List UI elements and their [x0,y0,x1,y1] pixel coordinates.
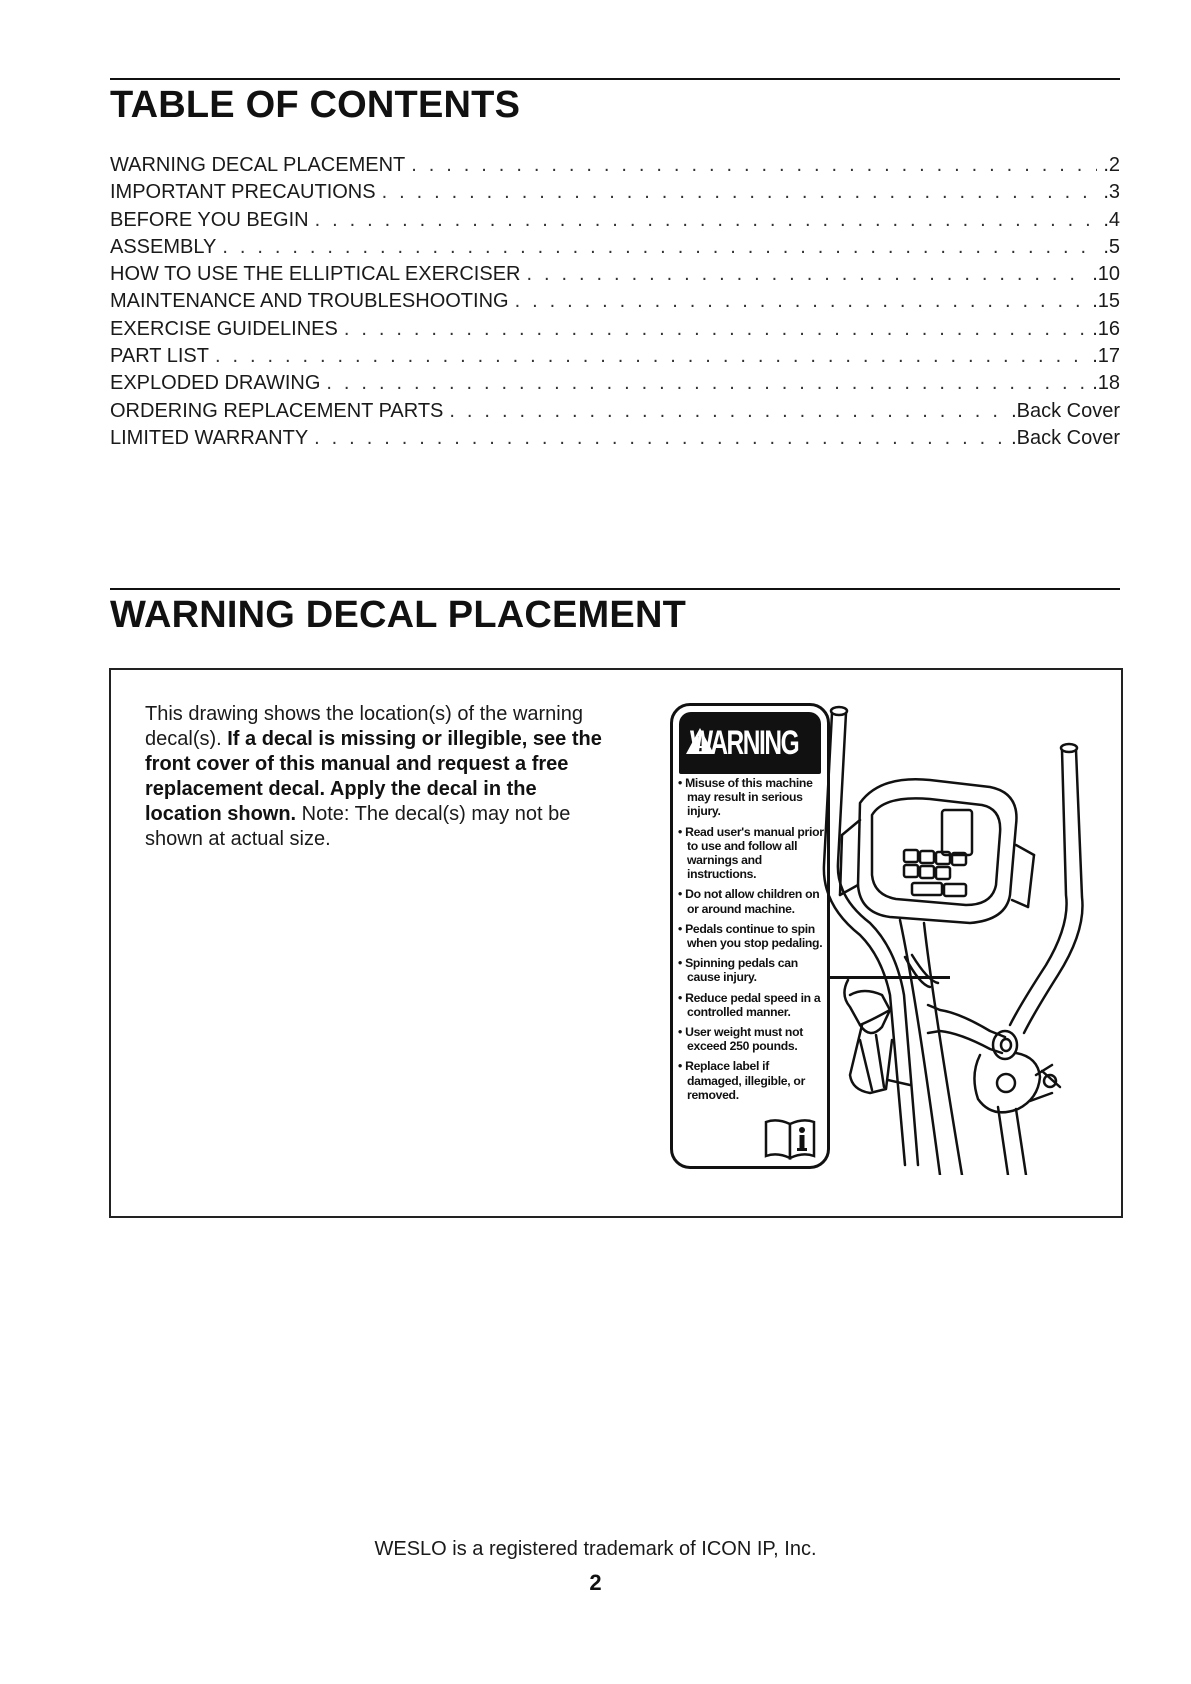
warning-intro-text [145,702,605,852]
toc-entry-page: .2 [1103,154,1120,176]
toc-entry-title: EXERCISE GUIDELINES [110,317,338,340]
toc-leader-dots [515,288,1087,315]
warning-decal-item: • Do not allow children on or around machine. [678,887,826,915]
warning-decal-item: • Read user's manual prior to use and follow all warnings and instructions. [678,825,826,882]
intro-text-part-2: Note: The decal(s) may not be shown at actual size. [145,803,571,850]
toc-entry [110,316,1120,343]
decal-pointer-line [830,976,950,979]
warning-decal-title: WARNING [689,723,799,762]
toc-leader-dots [344,316,1086,343]
toc-entry [110,370,1120,397]
toc-leader-dots [411,152,1097,179]
warning-decal-item: • Reduce pedal speed in a controlled manner. [678,991,826,1019]
toc-leader-dots [326,370,1086,397]
toc-leader-dots [314,425,1005,452]
toc-entry-page: .18 [1092,372,1120,395]
toc-leader-dots [382,179,1098,206]
warning-decal [670,703,830,1169]
toc-leader-dots [449,398,1005,425]
toc-entry-title: LIMITED WARRANTY [110,426,309,449]
toc-entry-page: .3 [1103,181,1120,204]
trademark-notice: WESLO is a registered trademark of ICON IP, Inc. [374,1538,817,1560]
toc-entry-page: .15 [1092,290,1120,313]
toc-top-rule [110,78,1120,80]
page-number: 2 [589,1570,602,1595]
warning-decal-item: • Spinning pedals can cause injury. [678,956,826,984]
toc-entry [110,261,1120,288]
warning-decal-header [679,712,821,774]
warning-decal-item: • Pedals continue to spin when you stop pedaling. [678,922,826,950]
toc-entry-page: .17 [1092,345,1120,368]
toc-entry-title: PART LIST [110,345,209,368]
toc-entry [110,207,1120,234]
toc-entry [110,179,1120,206]
elliptical-machine-drawing [820,695,1110,1175]
warning-decal-item: • User weight must not exceed 250 pounds. [678,1025,826,1053]
toc-leader-dots [215,343,1086,370]
toc-entry-page: .16 [1092,317,1120,340]
toc-leader-dots [315,207,1098,234]
toc-entry-page: .4 [1103,208,1120,231]
toc-entry [110,398,1120,425]
toc-entry-page: .Back Cover [1011,399,1120,422]
toc-entry-title: ORDERING REPLACEMENT PARTS [110,399,444,422]
intro-text-bold: If a decal is missing or illegible, see the front cover of this manual and request a free replacement decal. Apply the decal in the location shown. [145,728,602,825]
toc-entry-title: EXPLODED DRAWING [110,372,321,395]
toc-leader-dots [526,261,1086,288]
warning-heading: WARNING DECAL PLACEMENT [110,594,687,636]
toc-entry [110,234,1120,261]
toc-entry-title: IMPORTANT PRECAUTIONS [110,181,376,204]
toc-entry-page: .Back Cover [1011,426,1120,449]
warning-decal-list [678,776,826,1108]
toc-entry [110,425,1120,452]
toc-entry-title: WARNING DECAL PLACEMENT [110,154,406,176]
toc-heading: TABLE OF CONTENTS [110,84,521,126]
toc-entry-title: BEFORE YOU BEGIN [110,208,309,231]
toc-leader-dots [222,234,1097,261]
toc-entry-title: MAINTENANCE AND TROUBLESHOOTING [110,290,509,313]
warning-decal-item: • Replace label if damaged, illegible, or removed. [678,1059,826,1102]
toc-entry-title: HOW TO USE THE ELLIPTICAL EXERCISER [110,263,521,286]
warning-top-rule [110,588,1120,590]
toc-entry-page: .5 [1103,235,1120,258]
intro-text-part-1: This drawing shows the location(s) of the warning decal(s). [145,703,583,750]
table-of-contents [110,152,1120,452]
manual-info-icon [763,1116,817,1160]
toc-entry [110,288,1120,315]
toc-entry [110,152,1120,179]
toc-entry-title: ASSEMBLY [110,235,217,258]
toc-entry-page: .10 [1092,263,1120,286]
toc-entry [110,343,1120,370]
warning-decal-item: • Misuse of this machine may result in serious injury. [678,776,826,819]
